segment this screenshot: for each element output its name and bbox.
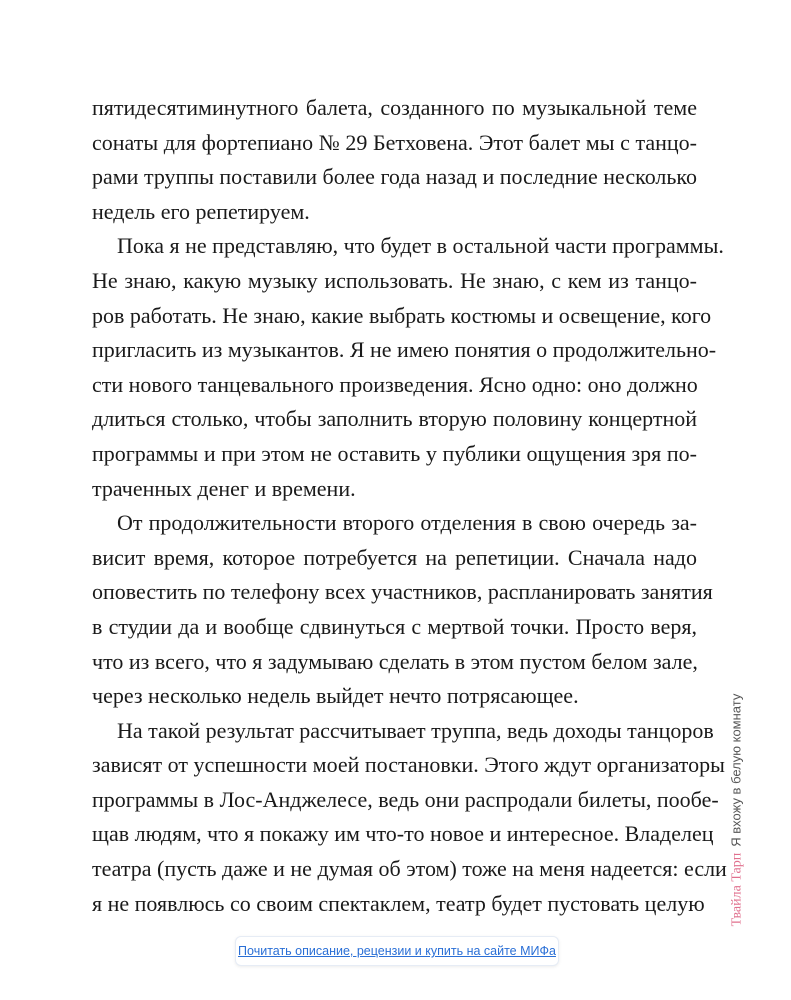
- text-line: недель его репетируем.: [92, 198, 310, 224]
- running-head-vertical: [724, 693, 750, 927]
- paragraph: [92, 714, 727, 922]
- running-head-text: [729, 694, 746, 927]
- paragraph: [92, 91, 697, 229]
- paragraph: [92, 506, 713, 714]
- text-line: пятидесятиминутного балета, созданного по музыкальной теме: [92, 95, 697, 120]
- text-line: рами труппы поставили более года назад и последние несколько: [92, 164, 697, 190]
- book-title: Я вхожу в белую комнату: [728, 693, 744, 847]
- paragraph: [92, 229, 724, 506]
- text-line: через несколько недель выйдет нечто потрясающее.: [92, 683, 579, 709]
- text-line: в студии да и вообще сдвинуться с мертвой точки. Просто веря,: [92, 613, 697, 639]
- text-line: программы в Лос-Анджелесе, ведь они распродали билеты, пообе-: [92, 786, 719, 812]
- text-line: длиться столько, чтобы заполнить вторую половину концертной: [92, 406, 697, 432]
- book-author: Твайла Тарп: [729, 852, 745, 927]
- text-line: программы и при этом не оставить у публики ощущения зря по-: [92, 440, 697, 466]
- text-line: я не появлюсь со своим спектаклем, театр будет пустовать целую: [92, 890, 705, 916]
- text-line: Пока я не представляю, что будет в остальной части программы.: [117, 233, 724, 259]
- text-line: пригласить из музыкантов. Я не имею понятия о продолжительно-: [92, 337, 717, 363]
- text-line: сти нового танцевального произведения. Ясно одно: оно должно: [92, 371, 698, 397]
- text-line: театра (пусть даже и не думая об этом) тоже на меня надеется: если: [92, 856, 727, 882]
- text-line: оповестить по телефону всех участников, распланировать занятия: [92, 579, 713, 605]
- text-line: ров работать. Не знаю, какие выбрать костюмы и освещение, кого: [92, 302, 712, 328]
- buy-on-mif-link[interactable]: Почитать описание, рецензии и купить на сайте МИФа: [235, 936, 559, 966]
- text-line: От продолжительности второго отделения в свою очередь за-: [117, 510, 697, 536]
- text-line: щав людям, что я покажу им что-то новое и интересное. Владелец: [92, 821, 714, 847]
- text-line: висит время, которое потребуется на репетиции. Сначала надо: [92, 544, 697, 570]
- text-line: зависят от успешности моей постановки. Этого ждут организаторы: [92, 752, 725, 778]
- text-line: Не знаю, какую музыку использовать. Не знаю, с кем из танцо-: [92, 267, 697, 293]
- text-line: траченных денег и времени.: [92, 475, 356, 501]
- text-line: сонаты для фортепиано № 29 Бетховена. Этот балет мы с танцо-: [92, 129, 697, 155]
- text-line: что из всего, что я задумываю сделать в этом пустом белом зале,: [92, 648, 698, 674]
- text-line: На такой результат рассчитывает труппа, ведь доходы танцоров: [117, 717, 714, 743]
- book-page-text: [92, 91, 727, 921]
